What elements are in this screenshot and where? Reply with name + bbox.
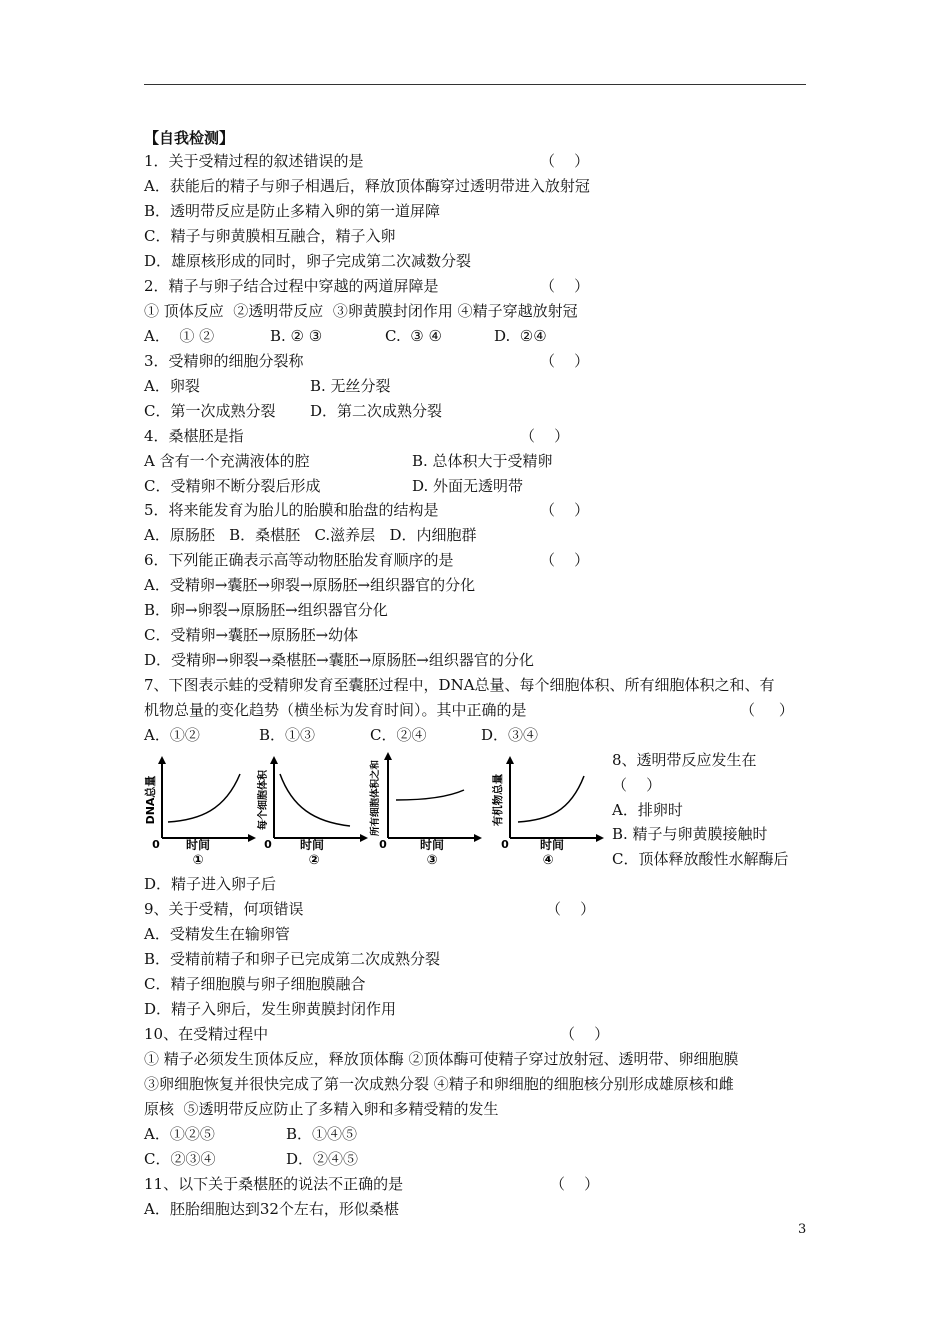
- option-d: D．精子入卵后，发生卵黄膜封闭作用: [144, 1000, 397, 1018]
- answer-blank: （ ）: [612, 776, 662, 794]
- graph-1-ylabel: DNA总量: [144, 775, 157, 825]
- option-d: D．受精卵→卵裂→桑椹胚→囊胚→原肠胚→组织器官的分化: [144, 651, 534, 669]
- option-c: C．顶体释放酸性水解酶后: [612, 850, 789, 868]
- option-b: B. ② ③: [270, 327, 323, 345]
- option-d: D．②④⑤: [286, 1150, 359, 1168]
- option-c: C．精子与卵黄膜相互融合，精子入卵: [144, 227, 396, 245]
- question-11-stem: 11、以下关于桑椹胚的说法不正确的是: [144, 1175, 404, 1193]
- graph-3-number: ③: [426, 853, 438, 868]
- option-c: C．受精卵→囊胚→原肠胚→幼体: [144, 626, 359, 644]
- answer-blank: （ ）: [540, 152, 590, 170]
- graph-2-number: ②: [308, 853, 320, 868]
- option-c: C．第一次成熟分裂: [144, 402, 276, 420]
- graph-3-ylabel: 所有细胞体积之和: [370, 759, 381, 837]
- answer-blank: （ ）: [740, 701, 794, 719]
- option-a: A．受精发生在输卵管: [144, 925, 290, 943]
- header-rule: [144, 84, 806, 85]
- option-b: B．卵→卵裂→原肠胚→组织器官分化: [144, 601, 388, 619]
- answer-blank: （ ）: [546, 900, 596, 918]
- option-b: B．受精前精子和卵子已完成第二次成熟分裂: [144, 950, 441, 968]
- graph-3-xlabel: 时间: [419, 838, 445, 852]
- option-a: A．排卵时: [612, 801, 683, 819]
- page-number: 3: [798, 1222, 807, 1237]
- option-c: C．②③④: [144, 1150, 216, 1168]
- question-5-options: A．原肠胚 B．桑椹胚 C.滋养层 D．内细胞群: [144, 526, 477, 544]
- option-a: A．获能后的精子与卵子相遇后，释放顶体酶穿过透明带进入放射冠: [144, 177, 590, 195]
- option-d: D. 外面无透明带: [412, 477, 524, 495]
- graph-4: [488, 752, 608, 870]
- option-a: A．①②⑤: [144, 1125, 215, 1143]
- question-1-stem: 1．关于受精过程的叙述错误的是: [144, 152, 364, 170]
- option-c: C．②④: [370, 726, 427, 744]
- graph-4-xlabel: 时间: [539, 838, 565, 852]
- graph-4-ylabel: 有机物总量: [492, 773, 504, 827]
- answer-blank: （ ）: [550, 1175, 600, 1193]
- question-2-items: ① 顶体反应 ②透明带反应 ③卵黄膜封闭作用 ④精子穿越放射冠: [144, 302, 578, 320]
- answer-blank: （ ）: [560, 1025, 610, 1043]
- question-10-stem: 10、在受精过程中: [144, 1025, 269, 1043]
- graph-4-number: ④: [542, 853, 554, 868]
- answer-blank: （ ）: [540, 352, 590, 370]
- question-5-stem: 5．将来能发育为胎儿的胎膜和胎盘的结构是: [144, 501, 439, 519]
- option-a: A．胚胎细胞达到32个左右，形似桑椹: [144, 1200, 399, 1218]
- graph-3-origin: 0: [379, 838, 387, 851]
- graph-1: [140, 752, 260, 870]
- option-b: B. 总体积大于受精卵: [412, 452, 553, 470]
- graph-2-origin: 0: [264, 838, 272, 851]
- option-d: D．雄原核形成的同时，卵子完成第二次减数分裂: [144, 252, 472, 270]
- graph-2-ylabel: 每个细胞体积: [258, 770, 269, 830]
- option-b: B．①③: [259, 726, 316, 744]
- option-b: B．①④⑤: [286, 1125, 358, 1143]
- graph-1-xlabel: 时间: [185, 838, 211, 852]
- question-2-stem: 2．精子与卵子结合过程中穿越的两道屏障是: [144, 277, 439, 295]
- graph-4-origin: 0: [501, 838, 509, 851]
- question-10-line3: 原核 ⑤透明带反应防止了多精入卵和多精受精的发生: [144, 1100, 499, 1118]
- graph-2: [252, 752, 372, 870]
- question-4-stem: 4．桑椹胚是指: [144, 427, 244, 445]
- question-8-stem: 8、透明带反应发生在: [612, 751, 757, 769]
- question-3-stem: 3．受精卵的细胞分裂称: [144, 352, 304, 370]
- option-d: D. ②④: [494, 327, 547, 345]
- option-a: A．受精卵→囊胚→卵裂→原肠胚→组织器官的分化: [144, 576, 476, 594]
- answer-blank: （ ）: [540, 551, 590, 569]
- option-a: A．①②: [144, 726, 200, 744]
- answer-blank: （ ）: [540, 277, 590, 295]
- option-d: D．③④: [481, 726, 539, 744]
- question-7-stem-line2: 机物总量的变化趋势（横坐标为发育时间）。其中正确的是: [144, 701, 527, 719]
- question-9-stem: 9、关于受精，何项错误: [144, 900, 304, 918]
- option-c: C．精子细胞膜与卵子细胞膜融合: [144, 975, 366, 993]
- answer-blank: （ ）: [520, 427, 570, 445]
- question-6-stem: 6．下列能正确表示高等动物胚胎发育顺序的是: [144, 551, 454, 569]
- option-c: C. ③ ④: [385, 327, 442, 345]
- question-7-stem-line1: 7、下图表示蛙的受精卵发育至囊胚过程中，DNA总量、每个细胞体积、所有细胞体积之和、有: [144, 676, 775, 694]
- question-10-line1: ① 精子必须发生顶体反应，释放顶体酶 ②顶体酶可使精子穿过放射冠、透明带、卵细胞膜: [144, 1050, 739, 1068]
- answer-blank: （ ）: [540, 501, 590, 519]
- option-c: C．受精卵不断分裂后形成: [144, 477, 321, 495]
- option-a: A． ① ②: [144, 327, 215, 345]
- graph-3: [366, 752, 486, 870]
- option-d: D．第二次成熟分裂: [310, 402, 443, 420]
- graph-1-origin: 0: [152, 838, 160, 851]
- option-d: D．精子进入卵子后: [144, 875, 277, 893]
- graph-2-xlabel: 时间: [299, 838, 325, 852]
- option-b: B．透明带反应是防止多精入卵的第一道屏障: [144, 202, 441, 220]
- option-a: A．卵裂: [144, 377, 200, 395]
- graph-1-number: ①: [192, 853, 204, 868]
- section-heading: 【自我检测】: [144, 129, 235, 147]
- option-b: B. 精子与卵黄膜接触时: [612, 825, 768, 843]
- option-b: B. 无丝分裂: [310, 377, 391, 395]
- question-10-line2: ③卵细胞恢复并很快完成了第一次成熟分裂 ④精子和卵细胞的细胞核分别形成雄原核和雌: [144, 1075, 734, 1093]
- option-a: A 含有一个充满液体的腔: [144, 452, 310, 470]
